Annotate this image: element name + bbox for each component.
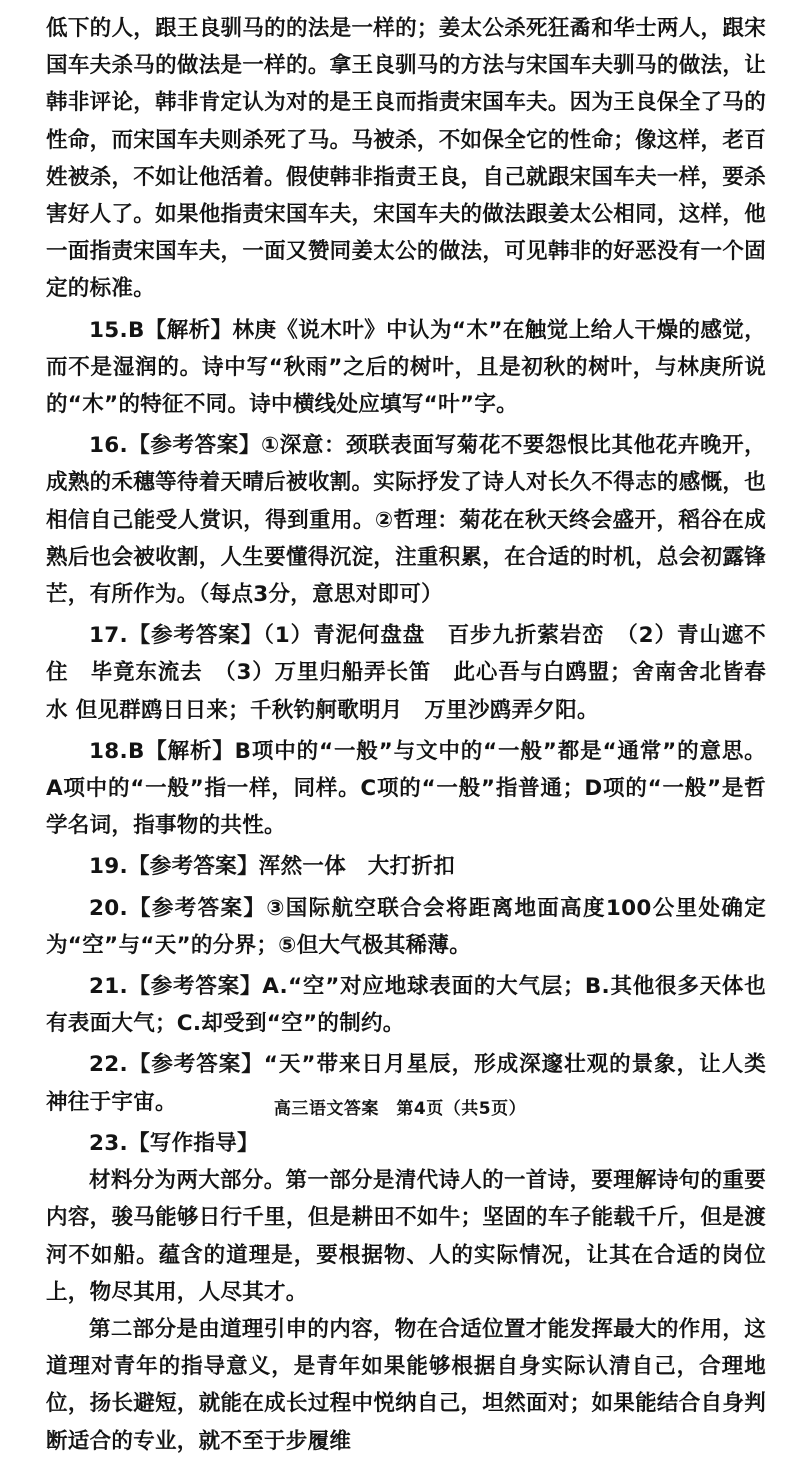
answer-16: 16.【参考答案】①深意：颈联表面写菊花不要怨恨比其他花卉晚开，成熟的禾穗等待着天晴后被收割。实际抒发了诗人对长久不得志的感慨，也相信自己能受人赏识，得到重用。②哲理：菊花在秋天终会盛开，稻谷在成熟后也会被收割，人生要懂得沉淀，注重积累，在合适的时机，总会初露锋芒，有所作为。（每点3分，意思对即可）	[46, 433, 766, 608]
answer-19: 19.【参考答案】浑然一体 大打折扣	[89, 854, 455, 880]
answer-17: 17.【参考答案】（1）青泥何盘盘 百步九折萦岩峦 （2）青山遮不住 毕竟东流去 （3）万里归船弄长笛 此心吾与白鸥盟；舍南舍北皆春水 但见群鸥日日来；千秋钓舸歌明月 万里沙鸥弄夕阳。	[46, 623, 766, 723]
paragraph-han-fei-commentary: 低下的人，跟王良驯马的的法是一样的；姜太公杀死狂矞和华士两人，跟宋国车夫杀马的做法是一样的。拿王良驯马的方法与宋国车夫驯马的做法，让韩非评论，韩非肯定认为对的是王良而指责宋国车夫。因为王良保全了马的性命，而宋国车夫则杀死了马。马被杀，不如保全它的性命；像这样，老百姓被杀，不如让他活着。假使韩非指责王良，自己就跟宋国车夫一样，要杀害好人了。如果他指责宋国车夫，宋国车夫的做法跟姜太公相同，这样，他一面指责宋国车夫，一面又赞同姜太公的做法，可见韩非的好恶没有一个固定的标准。	[46, 16, 766, 302]
answer-21: 21.【参考答案】A.“空”对应地球表面的大气层；B.其他很多天体也有表面大气；C.却受到“空”的制约。	[46, 974, 766, 1037]
answer-22: 22.【参考答案】“天”带来日月星辰，形成深邃壮观的景象，让人类神往于宇宙。	[46, 1052, 766, 1115]
answer-15: 15.B【解析】林庚《说木叶》中认为“木”在触觉上给人干燥的感觉，而不是湿润的。诗中写“秋雨”之后的树叶，且是初秋的树叶，与林庚所说的“木”的特征不同。诗中横线处应填写“叶”字。	[46, 317, 766, 418]
writing-guide-paragraph-2: 第二部分是由道理引申的内容，物在合适位置才能发挥最大的作用，这道理对青年的指导意义，是青年如果能够根据自身实际认清自己，合理地位，扬长避短，就能在成长过程中悦纳自己，坦然面对；如果能结合自身判断适合的专业，就不至于步履维	[46, 1316, 766, 1454]
answer-18: 18.B【解析】B项中的“一般”与文中的“一般”都是“通常”的意思。A项中的“一般”指一样，同样。C项的“一般”指普通；D项的“一般”是哲学名词，指事物的共性。	[46, 738, 766, 839]
answer-20: 20.【参考答案】③国际航空联合会将距离地面高度100公里处确定为“空”与“天”的分界；⑤但大气极其稀薄。	[46, 895, 766, 958]
answer-23-heading: 23.【写作指导】	[89, 1130, 259, 1156]
page-footer: 高三语文答案 第4页（共5页）	[273, 1099, 527, 1119]
writing-guide-paragraph-1: 材料分为两大部分。第一部分是清代诗人的一首诗，要理解诗句的重要内容，骏马能够日行千里，但是耕田不如牛；坚固的车子能载千斤，但是渡河不如船。蕴含的道理是，要根据物、人的实际情况，让其在合适的岗位上，物尽其用，人尽其才。	[46, 1168, 766, 1305]
